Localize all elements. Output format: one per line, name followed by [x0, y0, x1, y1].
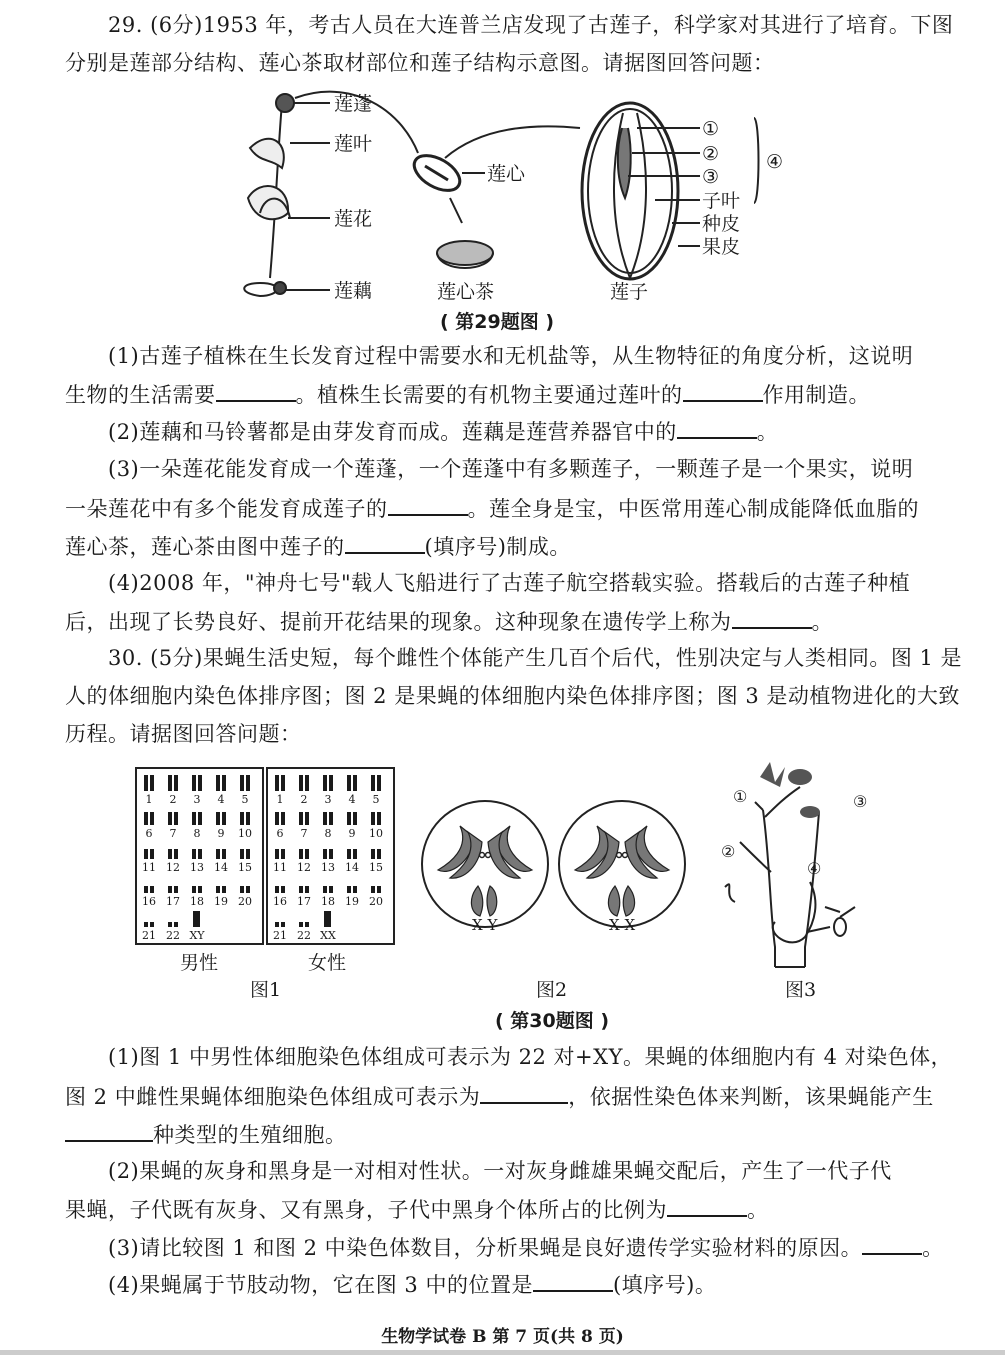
q30-intro-line1: 30. (5分)果蝇生活史短，每个雌性个体能产生几百个后代，性别决定与人类相同。图 1 是	[108, 646, 963, 670]
answer-blank[interactable]	[732, 607, 812, 629]
answer-blank[interactable]	[667, 1195, 747, 1217]
page-footer: 生物学试卷 B 第 7 页(共 8 页)	[381, 1327, 624, 1347]
label-ziye: 子叶	[702, 190, 741, 212]
svg-text:3: 3	[193, 793, 201, 806]
female-label: 女性	[308, 952, 347, 974]
svg-text:20: 20	[238, 895, 252, 908]
answer-blank[interactable]	[65, 1120, 153, 1142]
q30-figure-caption: ( 第30题图 )	[495, 1010, 610, 1032]
label-1: ①	[733, 787, 748, 806]
answer-blank[interactable]	[683, 380, 763, 402]
svg-text:15: 15	[369, 861, 383, 874]
q30-sub1-line3: 种类型的生殖细胞。	[65, 1120, 955, 1148]
svg-text:7: 7	[300, 827, 308, 840]
svg-text:8: 8	[324, 827, 332, 840]
svg-text:1: 1	[276, 793, 284, 806]
label-lianpeng: 莲蓬	[334, 93, 373, 115]
svg-text:1: 1	[145, 793, 153, 806]
svg-text:19: 19	[345, 895, 359, 908]
svg-text:3: 3	[324, 793, 332, 806]
answer-blank[interactable]	[216, 380, 296, 402]
svg-text:15: 15	[238, 861, 252, 874]
svg-text:10: 10	[369, 827, 383, 840]
q29-sub1-line2: 生物的生活需要 。植株生长需要的有机物主要通过莲叶的 作用制造。	[65, 380, 955, 408]
label-4: ④	[766, 151, 784, 173]
svg-text:12: 12	[166, 861, 180, 874]
label-guopi: 果皮	[702, 236, 741, 258]
svg-text:13: 13	[321, 861, 335, 874]
q29-sub4-line2: 后，出现了长势良好、提前开花结果的现象。这种现象在遗传学上称为 。	[65, 607, 955, 635]
svg-text:9: 9	[348, 827, 356, 840]
answer-blank[interactable]	[677, 417, 757, 439]
svg-text:21: 21	[142, 929, 156, 942]
svg-text:12: 12	[297, 861, 311, 874]
svg-text:4: 4	[348, 793, 356, 806]
xy-label: X Y	[472, 916, 498, 933]
svg-text:18: 18	[321, 895, 335, 908]
label-lianhua: 莲花	[334, 208, 373, 230]
svg-text:19: 19	[214, 895, 228, 908]
svg-text:16: 16	[142, 895, 156, 908]
svg-text:6: 6	[145, 827, 153, 840]
q30-sub1-line1: (1)图 1 中男性体细胞染色体组成可表示为 22 对+XY。果蝇的体细胞内有 4 对染色体，	[108, 1045, 953, 1069]
svg-text:XY: XY	[189, 929, 205, 942]
answer-blank[interactable]	[480, 1082, 568, 1104]
q29-intro-line1: 29. (6分)1953 年，考古人员在大连普兰店发现了古莲子，科学家对其进行了培育。下图	[108, 13, 954, 37]
fig1-caption: 图1	[250, 979, 282, 1001]
svg-text:2: 2	[169, 793, 177, 806]
q30-sub1-line2: 图 2 中雌性果蝇体细胞染色体组成可表示为 ，依据性染色体来判断，该果蝇能产生	[65, 1082, 955, 1110]
q30-intro-line2: 人的体细胞内染色体排序图；图 2 是果蝇的体细胞内染色体排序图；图 3 是动植物进化的大致	[65, 684, 960, 708]
label-lianzi: 莲子	[610, 281, 649, 303]
svg-text:11: 11	[142, 861, 156, 874]
answer-blank[interactable]	[533, 1270, 613, 1292]
svg-text:4: 4	[217, 793, 225, 806]
q29-sub3-line3: 莲心茶，莲心茶由图中莲子的 (填序号)制成。	[65, 532, 955, 560]
label-lianou: 莲藕	[334, 280, 373, 302]
svg-text:11: 11	[273, 861, 287, 874]
svg-text:5: 5	[372, 793, 380, 806]
q29-sub1-line1: (1)古莲子植株在生长发育过程中需要水和无机盐等，从生物特征的角度分析，这说明	[108, 344, 914, 368]
bottom-edge	[0, 1350, 1005, 1355]
svg-text:14: 14	[345, 861, 359, 874]
label-lianxin: 莲心	[487, 163, 526, 185]
label-lianye: 莲叶	[334, 133, 373, 155]
svg-text:18: 18	[190, 895, 204, 908]
q29-sub3-line1: (3)一朵莲花能发育成一个莲蓬，一个莲蓬中有多颗莲子，一颗莲子是一个果实，说明	[108, 457, 914, 481]
q29-intro-line2: 分别是莲部分结构、莲心茶取材部位和莲子结构示意图。请据图回答问题：	[65, 51, 775, 75]
svg-text:21: 21	[273, 929, 287, 942]
q30-sub4: (4)果蝇属于节肢动物，它在图 3 中的位置是 (填序号)。	[108, 1270, 955, 1298]
svg-text:22: 22	[297, 929, 311, 942]
label-1: ①	[702, 118, 720, 140]
answer-blank[interactable]	[862, 1233, 922, 1255]
svg-text:9: 9	[217, 827, 225, 840]
label-2: ②	[721, 842, 736, 861]
fig3-caption: 图3	[785, 979, 817, 1001]
svg-text:XX: XX	[320, 929, 336, 942]
label-3: ③	[853, 792, 868, 811]
svg-text:14: 14	[214, 861, 228, 874]
svg-text:8: 8	[193, 827, 201, 840]
q30-sub2-line1: (2)果蝇的灰身和黑身是一对相对性状。一对灰身雌雄果蝇交配后，产生了一代子代	[108, 1159, 892, 1183]
lotus-diagram	[230, 88, 800, 303]
q29-sub4-line1: (4)2008 年，"神舟七号"载人飞船进行了古莲子航空搭载实验。搭载后的古莲子种植	[108, 571, 911, 595]
q29-figure-caption: ( 第29题图 )	[440, 311, 555, 333]
fig2-caption: 图2	[536, 979, 568, 1001]
label-4: ④	[807, 859, 822, 878]
svg-text:7: 7	[169, 827, 177, 840]
q29-sub3-line2: 一朵莲花中有多个能发育成莲子的 。莲全身是宝，中医常用莲心制成能降低血脂的	[65, 494, 955, 522]
answer-blank[interactable]	[345, 532, 425, 554]
svg-text:6: 6	[276, 827, 284, 840]
svg-text:2: 2	[300, 793, 308, 806]
label-zhongpi: 种皮	[702, 213, 741, 235]
q29-sub2: (2)莲藕和马铃薯都是由芽发育而成。莲藕是莲营养器官中的 。	[108, 417, 955, 445]
q30-sub3: (3)请比较图 1 和图 2 中染色体数目，分析果蝇是良好遗传学实验材料的原因。 。	[108, 1233, 955, 1261]
answer-blank[interactable]	[388, 494, 468, 516]
svg-text:13: 13	[190, 861, 204, 874]
svg-text:16: 16	[273, 895, 287, 908]
svg-text:5: 5	[241, 793, 249, 806]
q30-intro-line3: 历程。请据图回答问题：	[65, 722, 302, 746]
svg-text:17: 17	[297, 895, 311, 908]
label-lianxincha: 莲心茶	[437, 281, 495, 303]
svg-text:17: 17	[166, 895, 180, 908]
svg-text:10: 10	[238, 827, 252, 840]
label-2: ②	[702, 143, 720, 165]
svg-text:22: 22	[166, 929, 180, 942]
male-label: 男性	[180, 952, 219, 974]
xx-label: X X	[609, 916, 636, 933]
svg-text:20: 20	[369, 895, 383, 908]
q30-sub2-line2: 果蝇，子代既有灰身、又有黑身，子代中黑身个体所占的比例为 。	[65, 1195, 955, 1223]
label-3: ③	[702, 166, 720, 188]
